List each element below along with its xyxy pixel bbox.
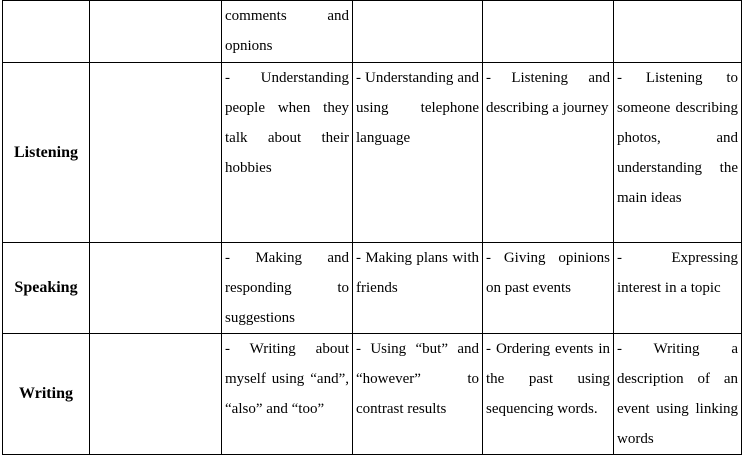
objective-cell: - Understanding and using telephone language (353, 63, 483, 243)
blank-cell (90, 243, 222, 334)
objective-cell: - Listening and describing a journey (483, 63, 614, 243)
objective-cell: - Making and responding to suggestions (222, 243, 353, 334)
objective-cell: - Writing a description of an event using linking words (614, 334, 742, 455)
blank-cell (90, 63, 222, 243)
skill-label-writing: Writing (3, 334, 90, 455)
objective-cell: comments and opnions (222, 1, 353, 63)
skill-label-listening: Listening (3, 63, 90, 243)
objective-cell: - Understanding people when they talk about their hobbies (222, 63, 353, 243)
table-row-writing (3, 334, 742, 455)
objective-cell (353, 1, 483, 63)
blank-cell (90, 334, 222, 455)
table-row-speaking (3, 243, 742, 334)
objective-cell (614, 1, 742, 63)
skills-table (2, 0, 742, 455)
table-row-continued (3, 1, 742, 63)
blank-cell (90, 1, 222, 63)
objective-cell: - Ordering events in the past using sequencing words. (483, 334, 614, 455)
objective-cell: - Expressing interest in a topic (614, 243, 742, 334)
objective-cell (483, 1, 614, 63)
objective-cell: - Using “but” and “however” to contrast results (353, 334, 483, 455)
skill-label-speaking: Speaking (3, 243, 90, 334)
objective-cell: - Listening to someone describing photos, and understanding the main ideas (614, 63, 742, 243)
table-row-listening (3, 63, 742, 243)
objective-cell: - Writing about myself using “and”, “also” and “too” (222, 334, 353, 455)
objective-cell: - Giving opinions on past events (483, 243, 614, 334)
skill-label (3, 1, 90, 63)
objective-cell: - Making plans with friends (353, 243, 483, 334)
